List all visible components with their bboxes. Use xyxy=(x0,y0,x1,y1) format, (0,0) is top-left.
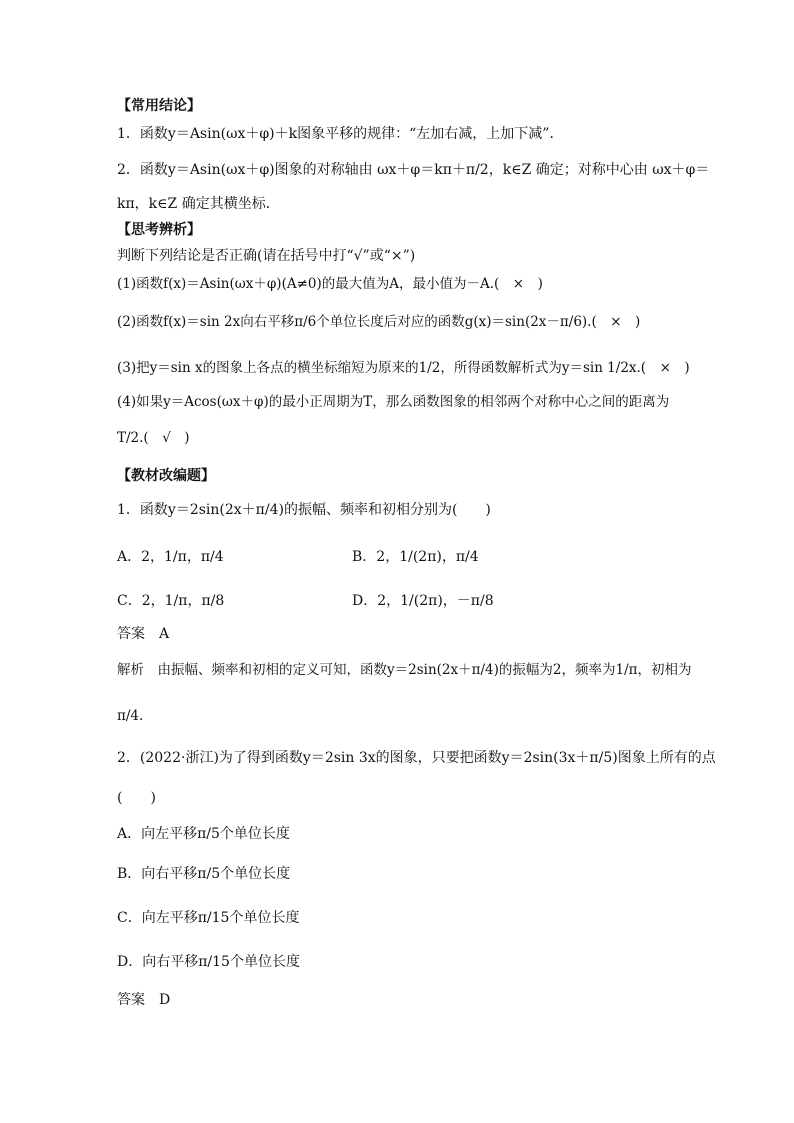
judge-item-4-continued: T/2.( √ ) xyxy=(117,430,190,446)
judge-item-2: (2)函数f(x)＝sin 2x向右平移π/6个单位长度后对应的函数g(x)＝sin(2x－π/6).( × ) xyxy=(117,314,641,330)
q1-option-b: B．2，1/(2π)，π/4 xyxy=(352,549,479,565)
q1-analysis-continued: π/4. xyxy=(117,708,144,724)
conclusion-1: 1．函数y＝Asin(ωx＋φ)＋k图象平移的规律：“左加右减，上加下减”． xyxy=(117,126,564,142)
judge-item-1: (1)函数f(x)＝Asin(ωx＋φ)(A≠0)的最大值为A，最小值为－A.( × ) xyxy=(117,276,543,292)
q1-answer: 答案 A xyxy=(117,626,170,642)
q2-option-d: D．向右平移π/15个单位长度 xyxy=(117,954,300,970)
conclusion-2: 2．函数y＝Asin(ωx＋φ)图象的对称轴由 ωx＋φ＝kπ＋π/2，k∈Z 确定；对称中心由 ωx＋φ＝ xyxy=(117,162,710,178)
conclusion-2-continued: kπ，k∈Z 确定其横坐标． xyxy=(117,196,280,212)
q1-option-d: D．2，1/(2π)，－π/8 xyxy=(352,593,494,609)
q2-option-a: A．向左平移π/5个单位长度 xyxy=(117,826,290,842)
section-heading-textbook: 【教材改编题】 xyxy=(117,468,215,484)
q2-option-c: C．向左平移π/15个单位长度 xyxy=(117,910,300,926)
section-heading-common: 【常用结论】 xyxy=(117,98,201,114)
q1-option-c: C．2，1/π，π/8 xyxy=(117,593,225,609)
section-heading-discern: 【思考辨析】 xyxy=(117,222,201,238)
q1-stem: 1．函数y＝2sin(2x＋π/4)的振幅、频率和初相分别为( ) xyxy=(117,502,491,518)
q1-option-a: A．2，1/π，π/4 xyxy=(117,549,224,565)
q1-analysis: 解析 由振幅、频率和初相的定义可知，函数y＝2sin(2x＋π/4)的振幅为2，频率为1/π，初相为 xyxy=(117,662,692,678)
judge-intro: 判断下列结论是否正确(请在括号中打“√”或“×”) xyxy=(117,248,416,264)
q2-stem: 2．(2022·浙江)为了得到函数y＝2sin 3x的图象，只要把函数y＝2sin(3x＋π/5)图象上所有的点 xyxy=(117,750,716,766)
judge-item-3: (3)把y＝sin x的图象上各点的横坐标缩短为原来的1/2，所得函数解析式为y＝sin 1/2x.( × ) xyxy=(117,360,690,376)
q2-option-b: B．向右平移π/5个单位长度 xyxy=(117,866,291,882)
judge-item-4: (4)如果y＝Acos(ωx＋φ)的最小正周期为T，那么函数图象的相邻两个对称中心之间的距离为 xyxy=(117,394,670,410)
q2-answer: 答案 D xyxy=(117,992,171,1008)
q2-answer-paren: ( ) xyxy=(117,790,156,806)
